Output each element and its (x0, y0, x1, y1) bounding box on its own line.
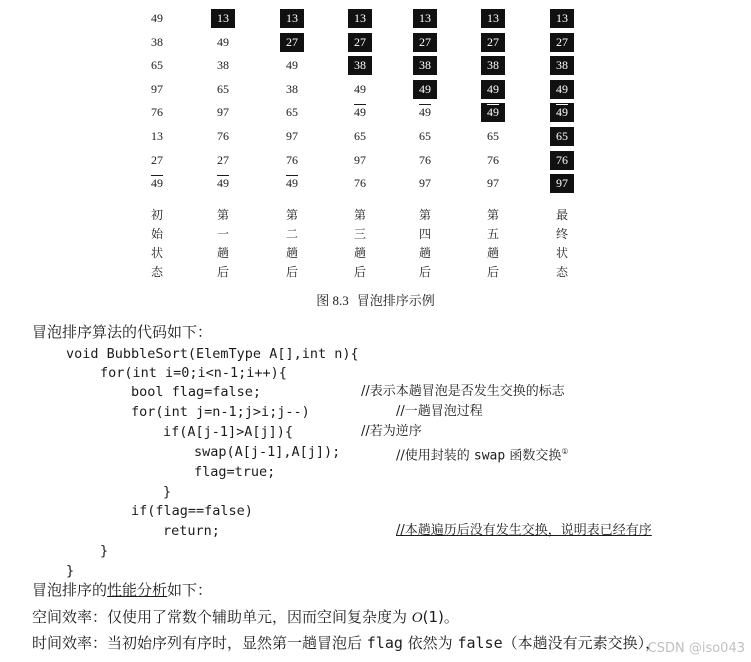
trace-cell (340, 150, 380, 170)
code-line-8: } (163, 484, 172, 500)
trace-cell-value: 38 (217, 58, 229, 72)
trace-cell-value: 76 (419, 153, 431, 167)
trace-cell (203, 173, 243, 193)
trace-cell-sorted (405, 8, 445, 28)
trace-cell-value: 27 (550, 33, 574, 52)
trace-cell-sorted (340, 55, 380, 75)
code-line-6: swap(A[j-1],A[j]); (194, 444, 341, 460)
trace-cell (137, 8, 177, 28)
code-line-12: } (66, 563, 75, 579)
trace-cell-value: 49 (151, 176, 163, 190)
trace-column-label (272, 206, 312, 282)
trace-cell-value: 49 (481, 80, 505, 99)
trace-cell (340, 173, 380, 193)
figure-title: 冒泡排序示例 (356, 294, 435, 309)
space-efficiency-pre: 空间效率：仅使用了常数个辅助单元，因而空间复杂度为 (32, 608, 412, 626)
trace-column-label-char: 五 (486, 227, 499, 241)
trace-cell-sorted (473, 32, 513, 52)
trace-cell-value: 65 (419, 129, 431, 143)
trace-column-label-char: 趟 (285, 246, 298, 260)
trace-column-label-char: 初 (150, 208, 163, 222)
trace-column-label-char: 趟 (353, 246, 366, 260)
trace-cell-value: 38 (151, 35, 163, 49)
trace-cell-value: 76 (217, 129, 229, 143)
trace-cell-value: 27 (151, 153, 163, 167)
code-line-7: flag=true; (194, 464, 276, 480)
trace-cell-value: 97 (151, 82, 163, 96)
trace-cell-value: 49 (354, 82, 366, 96)
trace-cell-value: 38 (413, 56, 437, 75)
big-o-symbol: O (411, 610, 423, 626)
trace-column-label-char: 态 (150, 265, 163, 279)
footnote-marker: ① (561, 447, 569, 456)
trace-column-label-char: 一 (216, 227, 229, 241)
trace-cell-value: 65 (550, 127, 574, 146)
false-code: false (457, 634, 503, 652)
trace-cell-sorted (473, 79, 513, 99)
trace-column-label-char: 最 (555, 208, 568, 222)
trace-cell-value: 13 (151, 129, 163, 143)
trace-cell-value: 27 (348, 33, 372, 52)
trace-column-label-char: 态 (555, 265, 568, 279)
trace-cell-sorted (340, 32, 380, 52)
trace-cell (405, 173, 445, 193)
trace-cell-value: 38 (348, 56, 372, 75)
trace-column-label (405, 206, 445, 282)
trace-cell (203, 79, 243, 99)
trace-column-label (473, 206, 513, 282)
trace-cell-sorted (542, 8, 582, 28)
trace-column-label (203, 206, 243, 282)
time-efficiency-pre: 时间效率：当初始序列有序时，显然第一趟冒泡后 (32, 634, 367, 652)
trace-cell-value: 49 (217, 35, 229, 49)
trace-cell-sorted (405, 55, 445, 75)
trace-column-label-char: 第 (216, 208, 229, 222)
trace-cell-value: 97 (286, 129, 298, 143)
trace-column-label-char: 趟 (486, 246, 499, 260)
watermark: CSDN @iso043 (647, 641, 745, 656)
trace-column-label-char: 后 (486, 265, 499, 279)
performance-heading-pre: 冒泡排序的 (32, 581, 108, 599)
trace-cell (203, 32, 243, 52)
trace-cell-value: 13 (550, 9, 574, 28)
trace-column-label-char: 第 (486, 208, 499, 222)
trace-cell-value: 97 (217, 105, 229, 119)
trace-cell-sorted (405, 79, 445, 99)
trace-cell (137, 102, 177, 122)
trace-cell (137, 79, 177, 99)
trace-cell (272, 173, 312, 193)
trace-cell (405, 150, 445, 170)
trace-column-label-char: 第 (418, 208, 431, 222)
space-efficiency-post: (1)。 (422, 608, 459, 626)
code-line-11: } (100, 543, 109, 559)
trace-cell (203, 55, 243, 75)
trace-cell-value: 49 (419, 105, 431, 119)
trace-cell-value: 65 (286, 105, 298, 119)
trace-column-label-char: 后 (418, 265, 431, 279)
time-efficiency-mid: 依然为 (402, 634, 458, 652)
trace-cell-value: 65 (217, 82, 229, 96)
trace-cell-sorted (473, 55, 513, 75)
trace-cell (272, 55, 312, 75)
bubble-sort-trace-figure (0, 0, 751, 300)
trace-cell-value: 49 (481, 103, 505, 122)
trace-cell (137, 126, 177, 146)
trace-column-label (542, 206, 582, 282)
code-comment-6-pre: //使用封装的 (396, 448, 474, 464)
trace-cell-sorted (542, 126, 582, 146)
trace-cell-value: 97 (550, 174, 574, 193)
trace-cell-sorted (473, 102, 513, 122)
trace-cell-value: 76 (151, 105, 163, 119)
trace-cell-value: 49 (550, 103, 574, 122)
trace-cell-value: 13 (348, 9, 372, 28)
trace-cell (203, 102, 243, 122)
trace-cell-value: 65 (151, 58, 163, 72)
trace-column-label-char: 趟 (418, 246, 431, 260)
code-line-10: return; (163, 523, 220, 539)
figure-caption (0, 290, 751, 309)
trace-cell (405, 126, 445, 146)
trace-cell-value: 97 (354, 153, 366, 167)
trace-cell-sorted (272, 32, 312, 52)
trace-cell-value: 13 (211, 9, 235, 28)
trace-cell (272, 79, 312, 99)
trace-cell-value: 27 (217, 153, 229, 167)
trace-cell (137, 55, 177, 75)
trace-column-label-char: 第 (353, 208, 366, 222)
code-comment-5: //若为逆序 (361, 424, 422, 439)
trace-cell-sorted (542, 150, 582, 170)
trace-cell (137, 32, 177, 52)
trace-cell-value: 49 (550, 80, 574, 99)
trace-cell-value: 13 (481, 9, 505, 28)
code-line-4: for(int j=n-1;j>i;j--) (131, 404, 310, 420)
performance-heading-underlined: 性能分析 (107, 581, 168, 599)
trace-column-label-char: 二 (285, 227, 298, 241)
trace-cell-sorted (272, 8, 312, 28)
trace-cell-value: 65 (354, 129, 366, 143)
trace-cell (405, 102, 445, 122)
trace-cell-value: 97 (487, 176, 499, 190)
code-line-9: if(flag==false) (131, 503, 253, 519)
trace-cell-value: 38 (286, 82, 298, 96)
code-comment-10: //本趟遍历后没有发生交换，说明表已经有序 (396, 523, 652, 538)
trace-cell-value: 13 (413, 9, 437, 28)
trace-cell-value: 49 (354, 105, 366, 119)
trace-cell-value: 27 (280, 33, 304, 52)
trace-cell-value: 49 (217, 176, 229, 190)
trace-cell (272, 150, 312, 170)
trace-column-label-char: 后 (285, 265, 298, 279)
code-comment-6-post: 函数交换 (505, 448, 562, 464)
code-intro-text: 冒泡排序算法的代码如下： (32, 323, 213, 341)
flag-code: flag (366, 634, 403, 652)
trace-cell-value: 76 (286, 153, 298, 167)
trace-column-label-char: 趟 (216, 246, 229, 260)
trace-cell-sorted (203, 8, 243, 28)
trace-cell-sorted (542, 102, 582, 122)
trace-cell (473, 126, 513, 146)
trace-cell (340, 79, 380, 99)
trace-cell-value: 49 (413, 80, 437, 99)
trace-column-label-char: 状 (150, 246, 163, 260)
trace-cell-value: 49 (286, 176, 298, 190)
trace-cell-value: 76 (550, 151, 574, 170)
trace-column-label-char: 始 (150, 227, 163, 241)
code-comment-3: //表示本趟冒泡是否发生交换的标志 (361, 384, 565, 399)
trace-cell-value: 13 (280, 9, 304, 28)
code-line-3: bool flag=false; (131, 384, 262, 400)
trace-cell-value: 27 (413, 33, 437, 52)
trace-column-label (137, 206, 177, 282)
code-line-1: void BubbleSort(ElemType A[],int n){ (66, 346, 359, 362)
code-comment-6-code: swap (473, 448, 506, 464)
trace-cell (137, 173, 177, 193)
trace-cell-sorted (340, 8, 380, 28)
trace-cell-sorted (473, 8, 513, 28)
trace-column-label-char: 后 (353, 265, 366, 279)
trace-column-label-char: 终 (555, 227, 568, 241)
trace-cell (340, 126, 380, 146)
trace-cell (473, 150, 513, 170)
trace-cell (272, 102, 312, 122)
trace-cell-value: 65 (487, 129, 499, 143)
code-comment-4: //一趟冒泡过程 (396, 404, 483, 419)
trace-cell-sorted (542, 79, 582, 99)
trace-cell-value: 97 (419, 176, 431, 190)
trace-cell (203, 126, 243, 146)
trace-cell-value: 76 (354, 176, 366, 190)
figure-number: 图 8.3 (316, 293, 349, 308)
trace-cell-value: 76 (487, 153, 499, 167)
trace-cell-value: 49 (151, 11, 163, 25)
time-efficiency-text (32, 632, 660, 653)
code-line-5: if(A[j-1]>A[j]){ (163, 424, 294, 440)
trace-cell (473, 173, 513, 193)
trace-column-label-char: 四 (418, 227, 431, 241)
trace-cell-value: 38 (550, 56, 574, 75)
trace-cell-sorted (542, 55, 582, 75)
trace-cell (340, 102, 380, 122)
trace-cell (272, 126, 312, 146)
trace-cell (137, 150, 177, 170)
trace-cell-value: 38 (481, 56, 505, 75)
trace-column-label-char: 三 (353, 227, 366, 241)
trace-cell-sorted (542, 32, 582, 52)
trace-cell (203, 150, 243, 170)
performance-heading (32, 579, 212, 600)
trace-column-label-char: 第 (285, 208, 298, 222)
time-efficiency-post: （本趟没有元素交换）， (502, 634, 661, 652)
space-efficiency-text (32, 606, 459, 627)
trace-cell-sorted (542, 173, 582, 193)
trace-column-label (340, 206, 380, 282)
trace-cell-value: 49 (286, 58, 298, 72)
trace-cell-sorted (405, 32, 445, 52)
code-line-2: for(int i=0;i<n-1;i++){ (100, 365, 287, 381)
code-comment-6 (396, 442, 569, 462)
trace-column-label-char: 状 (555, 246, 568, 260)
trace-column-label-char: 后 (216, 265, 229, 279)
trace-cell-value: 27 (481, 33, 505, 52)
performance-heading-post: 如下： (167, 581, 213, 599)
